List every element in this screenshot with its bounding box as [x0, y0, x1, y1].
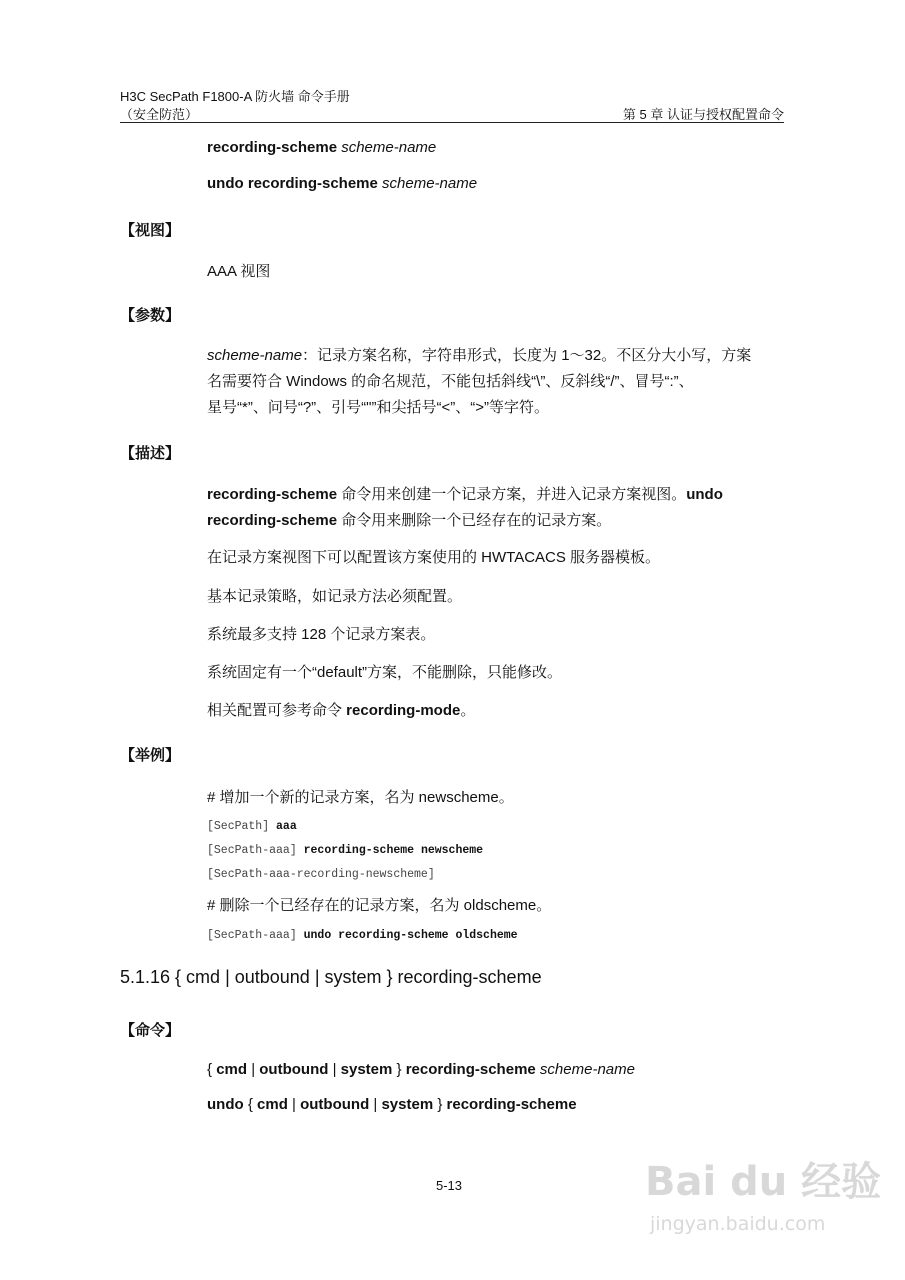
cmd-keyword: system: [381, 1096, 434, 1113]
param-name: scheme-name: [207, 347, 303, 364]
description-p2: 在记录方案视图下可以配置该方案使用的 HWTACACS 服务器模板。: [207, 549, 661, 566]
desc-keyword: recording-scheme: [207, 512, 338, 529]
desc-keyword: undo: [686, 486, 723, 503]
syntax-line-2: [207, 175, 477, 192]
code-prompt: [SecPath]: [207, 820, 277, 833]
description-heading: 【描述】: [120, 445, 181, 462]
section-title: 5.1.16 { cmd | outbound | system } recording-scheme: [120, 967, 542, 987]
description-p6: [207, 699, 475, 720]
desc-keyword: recording-scheme: [207, 486, 338, 503]
code-command: recording-scheme newscheme: [303, 844, 484, 857]
example-comment-2: # 删除一个已经存在的记录方案，名为 oldscheme。: [207, 897, 552, 914]
header-subtitle: （安全防范）: [120, 107, 199, 122]
cmd-keyword: cmd: [257, 1096, 288, 1113]
watermark-url: jingyan.baidu.com: [650, 1213, 826, 1235]
desc-keyword: recording-mode: [346, 702, 461, 719]
command-heading: 【命令】: [120, 1022, 181, 1039]
desc-text: 。: [460, 702, 476, 719]
code-line: [207, 929, 518, 942]
description-p5: 系统固定有一个“default”方案，不能删除，只能修改。: [207, 664, 563, 681]
cmd-keyword: undo: [207, 1096, 244, 1113]
header-product: H3C SecPath F1800-A 防火墙 命令手册: [120, 89, 350, 104]
description-p1-line1: [207, 483, 723, 504]
param-text: ：记录方案名称，字符串形式，长度为 1～32。不区分大小写，方案: [302, 347, 752, 364]
watermark-logo: Bai du 经验: [645, 1159, 882, 1205]
desc-text: 相关配置可参考命令: [207, 702, 347, 719]
separator: |: [328, 1061, 341, 1078]
syntax-param: scheme-name: [382, 175, 478, 192]
cmd-param: scheme-name: [539, 1061, 635, 1078]
code-command: aaa: [276, 820, 297, 833]
code-line: [207, 844, 483, 857]
example-heading: 【举例】: [120, 747, 181, 764]
command-line-2: [207, 1096, 577, 1113]
brace: {: [207, 1061, 217, 1078]
code-prompt: [SecPath-aaa]: [207, 844, 304, 857]
description-p4: 系统最多支持 128 个记录方案表。: [207, 626, 436, 643]
desc-text: 命令用来创建一个记录方案，并进入记录方案视图。: [337, 486, 687, 503]
separator: |: [247, 1061, 260, 1078]
example-comment-1: # 增加一个新的记录方案，名为 newscheme。: [207, 789, 514, 806]
desc-text: 命令用来删除一个已经存在的记录方案。: [337, 512, 612, 529]
cmd-keyword: outbound: [300, 1096, 370, 1113]
brace: }: [392, 1061, 406, 1078]
code-prompt: [SecPath-aaa]: [207, 929, 304, 942]
cmd-keyword: system: [340, 1061, 393, 1078]
syntax-param: scheme-name: [341, 139, 437, 156]
syntax-keyword: recording-scheme: [207, 139, 338, 156]
cmd-keyword: cmd: [216, 1061, 248, 1078]
syntax-keyword: undo recording-scheme: [207, 175, 378, 192]
brace: }: [433, 1096, 447, 1113]
view-heading: 【视图】: [120, 222, 181, 239]
page-number: 5-13: [436, 1178, 463, 1193]
params-line-2: 名需要符合 Windows 的命名规范，不能包括斜线“\”、反斜线“/”、冒号“:”、: [207, 373, 694, 390]
code-command: undo recording-scheme oldscheme: [303, 929, 518, 942]
header-chapter: 第 5 章 认证与授权配置命令: [622, 107, 784, 122]
cmd-keyword: outbound: [259, 1061, 329, 1078]
syntax-line-1: [207, 139, 436, 156]
command-line-1: [207, 1061, 635, 1078]
code-line: [SecPath-aaa-recording-newscheme]: [207, 868, 435, 881]
brace: {: [243, 1096, 258, 1113]
description-p3: 基本记录策略，如记录方法必须配置。: [207, 588, 463, 605]
description-p1-line2: [207, 509, 611, 530]
params-heading: 【参数】: [120, 307, 181, 324]
header-rule: [120, 122, 784, 123]
cmd-keyword: recording-scheme: [446, 1096, 577, 1113]
params-line-3: 星号“*”、问号“?”、引号“"”和尖括号“<”、“>”等字符。: [207, 399, 549, 416]
params-line-1: [207, 344, 751, 365]
cmd-keyword: recording-scheme: [405, 1061, 536, 1078]
separator: |: [369, 1096, 382, 1113]
code-line: [207, 820, 297, 833]
separator: |: [287, 1096, 301, 1113]
view-text: AAA 视图: [207, 263, 271, 280]
